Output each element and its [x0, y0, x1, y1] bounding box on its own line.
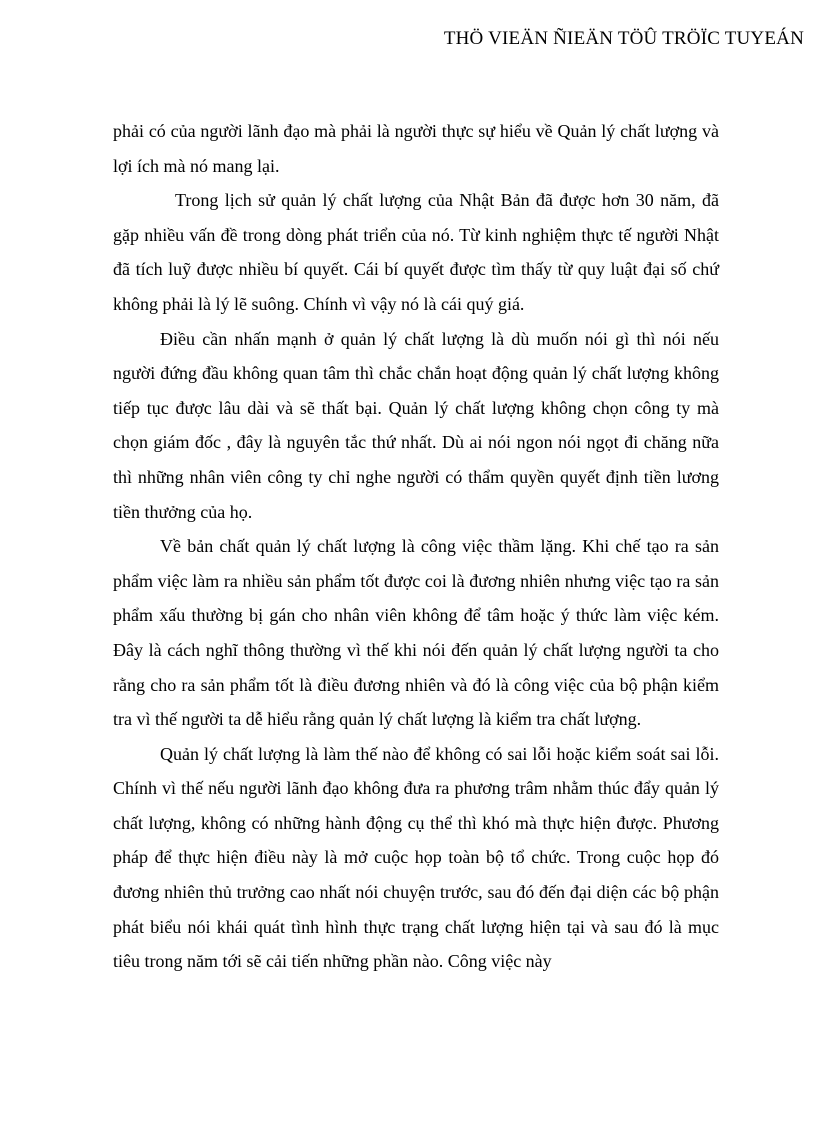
page-header-title: THÖ VIEÄN ÑIEÄN TÖÛ TRÖÏC TUYEÁN: [443, 28, 804, 49]
paragraph-3: Điều cần nhấn mạnh ở quản lý chất lượng là dù muốn nói gì thì nói nếu người đứng đầu không quan tâm thì chắc chắn hoạt động quản lý chất lượng không tiếp tục được lâu dài và sẽ thất bại. Quản lý chất lượng không chọn công ty mà chọn giám đốc , đây là nguyên tắc thứ nhất. Dù ai nói ngon nói ngọt đi chăng nữa thì những nhân viên công ty chỉ nghe người có thẩm quyền quyết định tiền lương tiền thưởng của họ.: [113, 328, 719, 522]
paragraph-1: phải có của người lãnh đạo mà phải là người thực sự hiểu về Quản lý chất lượng và lợi ích mà nó mang lại.: [113, 121, 719, 176]
paragraph-4: Về bản chất quản lý chất lượng là công việc thầm lặng. Khi chế tạo ra sản phẩm việc làm ra nhiều sản phẩm tốt được coi là đương nhiên nhưng việc tạo ra sản phẩm xấu thường bị gán cho nhân viên không để tâm hoặc ý thức làm việc kém. Đây là cách nghĩ thông thường vì thế khi nói đến quản lý chất lượng người ta cho rằng cho ra sản phẩm tốt là điều đương nhiên và đó là công việc của bộ phận kiểm tra vì thế người ta dễ hiểu rằng quản lý chất lượng là kiểm tra chất lượng.: [113, 536, 719, 730]
paragraph-5: Quản lý chất lượng là làm thế nào để không có sai lỗi hoặc kiểm soát sai lỗi. Chính vì thế nếu người lãnh đạo không đưa ra phương trâm nhằm thúc đẩy quản lý chất lượng, không có những hành động cụ thể thì khó mà thực hiện được. Phương pháp để thực hiện điều này là mở cuộc họp toàn bộ tổ chức. Trong cuộc họp đó đương nhiên thủ trưởng cao nhất nói chuyện trước, sau đó đến đại diện các bộ phận phát biểu nói khái quát tình hình thực trạng chất lượng hiện tại và sau đó là mục tiêu trong năm tới sẽ cải tiến những phần nào. Công việc này: [113, 743, 719, 972]
paragraph-2: Trong lịch sử quản lý chất lượng của Nhật Bản đã được hơn 30 năm, đã gặp nhiều vấn đề trong dòng phát triển của nó. Từ kinh nghiệm thực tế người Nhật đã tích luỹ được nhiều bí quyết. Cái bí quyết được tìm thấy từ quy luật đại số chứ không phải là lý lẽ suông. Chính vì vậy nó là cái quý giá.: [113, 190, 719, 314]
document-body: [113, 114, 719, 979]
